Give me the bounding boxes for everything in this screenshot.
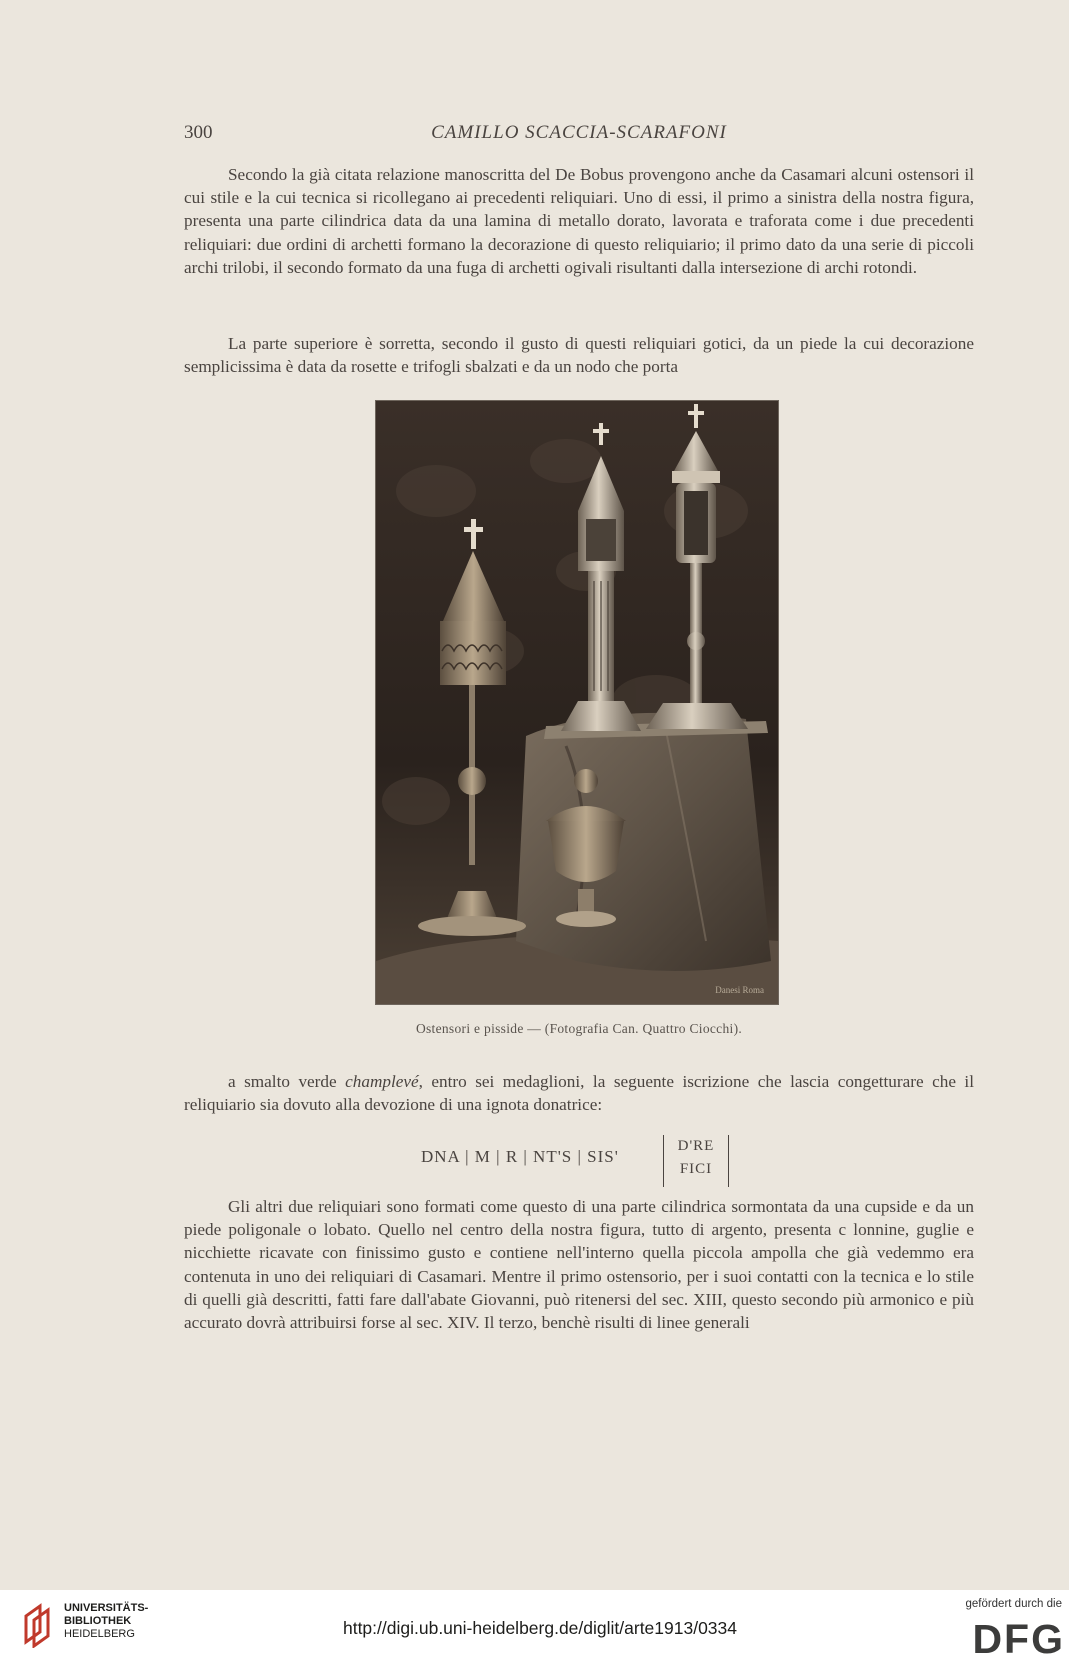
running-head: CAMILLO SCACCIA-SCARAFONI — [431, 122, 727, 143]
paragraph-3-start: a smalto verde — [228, 1072, 346, 1091]
university-logo-icon — [20, 1602, 60, 1648]
photo-signature: Danesi Roma — [715, 985, 764, 995]
university-name — [64, 1602, 148, 1641]
university-line-1: UNIVERSITÄTS- — [64, 1602, 149, 1614]
page-number: 300 — [184, 122, 213, 143]
inscription — [421, 1135, 761, 1187]
photograph-ostensori — [375, 400, 779, 1005]
paragraph-2: La parte superiore è sorretta, secondo il gusto di questi reliquiari gotici, da un piede la cui decorazione semplicissima è data da rosette e trifogli sbalzati e da un nodo che porta — [184, 334, 974, 377]
footer-bar — [0, 1590, 1069, 1667]
paragraph-3-italic: champlevé — [345, 1072, 419, 1091]
inscription-main: DNA | M | R | NT'S | SIS' — [421, 1147, 619, 1166]
paragraph-1: Secondo la già citata relazione manoscritta del De Bobus provengono anche da Casamari alcuni ostensori il cui stile e la cui tecnica si ricollegano ai precedenti reliquiari. Uno di essi, il primo a sinistra della nostra figura, presenta una parte cilindrica data da una lamina di metallo dorato, lavorata e traforata come i due precedenti reliquiari: due ordini di archetti formano la decorazione di questo reliquiario; il primo dato da una serie di piccoli archi trilobi, il secondo formato da una fuga di archetti ogivali risultanti dalla intersezione di archi rotondi. — [184, 165, 974, 277]
inscription-top: D'RE — [677, 1138, 715, 1154]
paragraph-3 — [184, 1070, 974, 1116]
page-header — [184, 122, 974, 152]
paragraph-4: Gli altri due reliquiari sono formati come questo di una parte cilindrica sormontata da una cupside e da un piede poligonale o lobato. Quello nel centro della nostra figura, tutto di argento, presenta c lonnine, guglie e nicchiette ricavate con finissimo gusto e contiene nell'interno quella piccola ampolla che già vedemmo era contenuta in uno dei reliquiari di Casamari. Mentre il primo ostensorio, per i suoi contatti con la tecnica e lo stile di quelli già descritti, fatti fare dall'abate Giovanni, può ritenersi del sec. XIII, questo secondo più armonico e più accurato dovrà attribuirsi forse al sec. XIV. Il terzo, benchè risulti di linee generali — [184, 1197, 974, 1333]
inscription-bottom: FICI — [679, 1161, 713, 1177]
inscription-bracket — [663, 1135, 729, 1187]
dfg-logo: DFG — [972, 1616, 1065, 1662]
photograph-illustration — [376, 401, 778, 1004]
university-line-3: HEIDELBERG — [64, 1628, 135, 1640]
document-url-link[interactable]: http://digi.ub.uni-heidelberg.de/diglit/arte1913/0334 — [342, 1618, 738, 1638]
sponsor-label: gefördert durch die — [965, 1598, 1062, 1610]
figure-caption: Ostensori e pisside — (Fotografia Can. Quattro Ciocchi). — [415, 1021, 743, 1036]
paragraph-3-end: , entro sei medaglioni, la seguente iscrizione che lascia congetturare che il reliquiario sia dovuto alla devozione di una ignota donatrice: — [184, 1072, 974, 1115]
university-line-2: BIBLIOTHEK — [64, 1615, 132, 1627]
